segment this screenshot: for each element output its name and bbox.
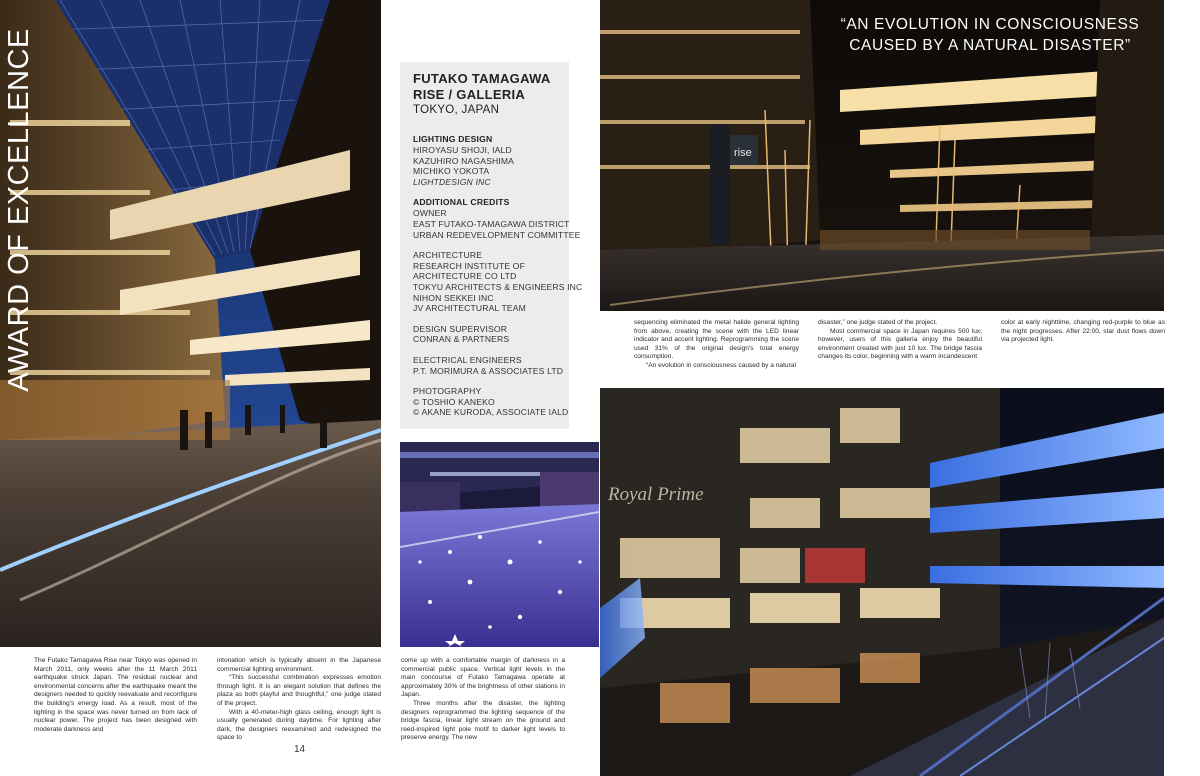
electrical-label: ELECTRICAL ENGINEERS xyxy=(413,354,522,365)
body-paragraph: Most commercial space in Japan requires 500 lux; however, users of this galleria enjoy the beautiful environment created with just 10 lux. The bridge fascia changes its color, beginning with a warm incandescent xyxy=(818,327,982,361)
body-paragraph: intonation which is typically absent in the Japanese commercial lighting environment. xyxy=(217,657,381,673)
body-paragraph: sequencing eliminated the metal halide general lighting from above, creating the scene with the LED linear indicator and accent lighting. Reprogramming the scene used 31% of the original design's total energy consumption. xyxy=(634,319,799,361)
body-column-2 xyxy=(217,657,381,743)
project-location: TOKYO, JAPAN xyxy=(413,104,500,116)
photo-star-dust-plaza xyxy=(400,442,599,647)
architecture-name: NIHON SEKKEI INC xyxy=(413,292,494,303)
photography-label: PHOTOGRAPHY xyxy=(413,386,482,397)
body-column-4 xyxy=(634,319,799,371)
body-paragraph: disaster,” one judge stated of the project. xyxy=(818,319,938,326)
architecture-name: TOKYU ARCHITECTS & ENGINEERS INC xyxy=(413,281,583,292)
body-paragraph: Three months after the disaster, the lighting designers reprogrammed the lighting sequence of the bridge fascia, linear light stream on the ground and reed-inspired light pole motif to darker light levels to preserve energy. The new xyxy=(401,699,565,742)
design-supervisor-name: CONRAN & PARTNERS xyxy=(413,334,510,345)
photo-galleria-atrium xyxy=(600,388,1164,776)
owner-label: OWNER xyxy=(413,208,447,219)
body-column-1 xyxy=(34,657,197,734)
body-paragraph: color at early nighttime, changing red-purple to blue as the night progresses. After 22:00, star dust flows down via projected light. xyxy=(1001,319,1165,344)
page-number: 14 xyxy=(294,744,306,755)
project-title-line-1: FUTAKO TAMAGAWA xyxy=(413,71,551,86)
photographer: © AKANE KURODA, ASSOCIATE IALD xyxy=(413,407,569,418)
architecture-label: ARCHITECTURE xyxy=(413,250,483,261)
body-paragraph: With a 40-meter-high glass ceiling, enough light is usually generated during daytime. For lighting after dark, the designers reexamined and redesigned the space to xyxy=(217,708,381,742)
photo-main-plaza xyxy=(0,0,381,647)
owner-name: URBAN REDEVELOPMENT COMMITTEE xyxy=(413,229,581,240)
photo-night-concourse xyxy=(600,0,1164,311)
lighting-design-heading: LIGHTING DESIGN xyxy=(413,134,493,144)
pull-quote-line-1: “AN EVOLUTION IN CONSCIOUSNESS xyxy=(840,16,1140,33)
architecture-name: ARCHITECTURE CO LTD xyxy=(413,271,517,282)
award-vertical-title: AWARD OF EXCELLENCE xyxy=(3,28,35,392)
architecture-name: RESEARCH INSTITUTE OF xyxy=(413,260,526,271)
project-title-line-2: RISE / GALLERIA xyxy=(413,87,526,102)
additional-credits-heading: ADDITIONAL CREDITS xyxy=(413,197,510,208)
body-paragraph: “This successful combination expresses emotion through light. It is an elegant solution that defines the plaza as both playful and thoughtful,” one judge stated of the project. xyxy=(217,674,381,707)
lighting-firm: LIGHTDESIGN INC xyxy=(413,176,491,187)
body-paragraph: The Futako Tamagawa Rise near Tokyo was opened in March 2011, only weeks after the 11 March 2011 earthquake struck Japan. The residual nuclear and environmental concerns after the earthquake meant the designers needed to quickly reevaluate and reconfigure the building's energy load. As a result, most of the lighting in the space was never turned on from lack of nuclear power. The project has been designed with moderate darkness and xyxy=(34,657,197,733)
body-column-3 xyxy=(401,657,565,743)
credits-box xyxy=(400,62,583,429)
architecture-name: JV ARCHITECTURAL TEAM xyxy=(413,303,526,314)
design-supervisor-label: DESIGN SUPERVISOR xyxy=(413,323,508,334)
sign-rise-text: rise xyxy=(734,147,752,159)
photographer: © TOSHIO KANEKO xyxy=(413,396,495,407)
body-column-6 xyxy=(1001,319,1165,345)
body-column-5 xyxy=(818,319,982,362)
lighting-designer: HIROYASU SHOJI, IALD xyxy=(413,145,512,155)
pull-quote xyxy=(822,14,1158,56)
body-paragraph: come up with a comfortable margin of darkness in a commercial public space. Vertical light levels in the main concourse of Futako Tamagawa operate at approximately 30% of the brightness of other stations in Japan. xyxy=(401,657,565,699)
body-paragraph: “An evolution in consciousness caused by a natural xyxy=(646,361,796,369)
lighting-designer: KAZUHIRO NAGASHIMA xyxy=(413,155,515,166)
owner-name: EAST FUTAKO-TAMAGAWA DISTRICT xyxy=(413,218,570,229)
lighting-designer: MICHIKO YOKOTA xyxy=(413,166,490,177)
pull-quote-line-2: CAUSED BY A NATURAL DISASTER” xyxy=(849,37,1131,54)
electrical-name: P.T. MORIMURA & ASSOCIATES LTD xyxy=(413,365,564,376)
sign-restaurant-text: Royal Prime xyxy=(608,484,704,505)
